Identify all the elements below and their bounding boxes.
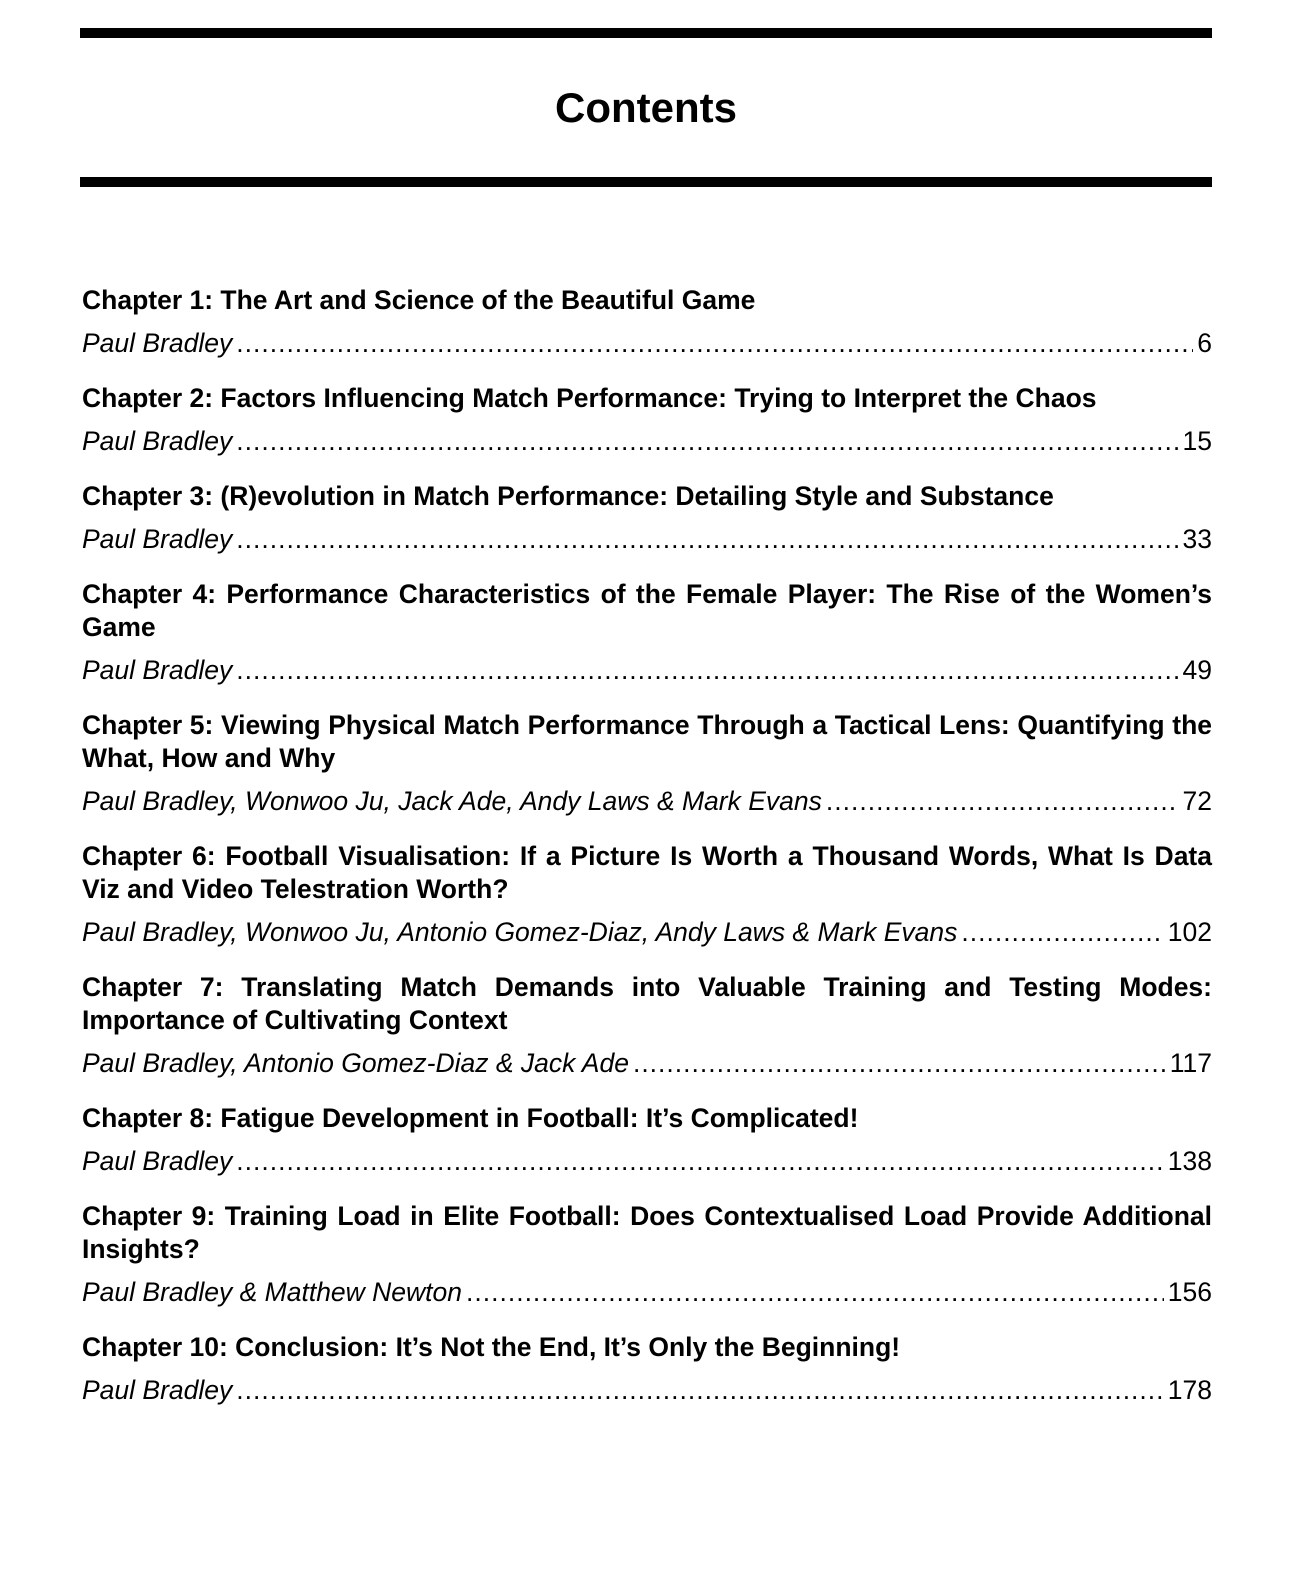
toc-entry-chapter-3[interactable] (82, 480, 1212, 556)
toc-entry-chapter-4[interactable] (82, 578, 1212, 687)
page-number: 72 (1182, 786, 1212, 816)
chapter-authors: Paul Bradley (82, 1375, 233, 1405)
chapter-authors: Paul Bradley (82, 328, 233, 358)
toc-entry-chapter-9[interactable] (82, 1200, 1212, 1309)
dot-leader (633, 1047, 1166, 1080)
author-line (82, 1374, 1212, 1407)
author-line (82, 425, 1212, 458)
bottom-rule (80, 177, 1212, 187)
dot-leader (236, 327, 1193, 360)
chapter-authors: Paul Bradley, Antonio Gomez-Diaz & Jack Ade (82, 1048, 629, 1078)
toc-entry-chapter-5[interactable] (82, 709, 1212, 818)
author-line (82, 523, 1212, 556)
dot-leader (961, 916, 1163, 949)
page-number: 178 (1167, 1375, 1212, 1405)
chapter-title: Chapter 1: The Art and Science of the Beautiful Game (82, 285, 756, 315)
dot-leader (826, 785, 1179, 818)
chapter-authors: Paul Bradley (82, 1146, 233, 1176)
page-number: 6 (1197, 328, 1212, 358)
chapter-authors: Paul Bradley, Wonwoo Ju, Antonio Gomez-Diaz, Andy Laws & Mark Evans (82, 917, 958, 947)
toc-entry-chapter-2[interactable] (82, 382, 1212, 458)
author-line (82, 654, 1212, 687)
chapter-authors: Paul Bradley, Wonwoo Ju, Jack Ade, Andy Laws & Mark Evans (82, 786, 822, 816)
chapter-title: Chapter 7: Translating Match Demands into Valuable Training and Testing Modes: Importance of Cultivating Context (82, 972, 1212, 1035)
dot-leader (236, 523, 1178, 556)
chapter-title: Chapter 6: Football Visualisation: If a Picture Is Worth a Thousand Words, What Is Data Viz and Video Telestration Worth? (82, 841, 1212, 904)
toc-entry-chapter-1[interactable] (82, 284, 1212, 360)
author-line (82, 1276, 1212, 1309)
chapter-title: Chapter 5: Viewing Physical Match Performance Through a Tactical Lens: Quantifying the What, How and Why (82, 710, 1212, 773)
toc-entry-chapter-6[interactable] (82, 840, 1212, 949)
chapter-authors: Paul Bradley (82, 524, 233, 554)
chapter-title: Chapter 8: Fatigue Development in Football: It’s Complicated! (82, 1103, 859, 1133)
chapter-authors: Paul Bradley (82, 655, 233, 685)
page-number: 15 (1182, 426, 1212, 456)
chapter-title: Chapter 2: Factors Influencing Match Performance: Trying to Interpret the Chaos (82, 383, 1097, 413)
author-line (82, 1047, 1212, 1080)
author-line (82, 327, 1212, 360)
chapter-authors: Paul Bradley & Matthew Newton (82, 1277, 463, 1307)
chapter-title: Chapter 4: Performance Characteristics of the Female Player: The Rise of the Women’s Game (82, 579, 1212, 642)
author-line (82, 785, 1212, 818)
chapter-authors: Paul Bradley (82, 426, 233, 456)
chapter-title: Chapter 9: Training Load in Elite Football: Does Contextualised Load Provide Additional Insights? (82, 1201, 1212, 1264)
dot-leader (466, 1276, 1164, 1309)
chapter-title: Chapter 10: Conclusion: It’s Not the End, It’s Only the Beginning! (82, 1332, 901, 1362)
toc-entry-chapter-8[interactable] (82, 1102, 1212, 1178)
top-rule (80, 28, 1212, 38)
author-line (82, 1145, 1212, 1178)
page-number: 102 (1167, 917, 1212, 947)
page-number: 138 (1167, 1146, 1212, 1176)
toc-entry-chapter-10[interactable] (82, 1331, 1212, 1407)
chapter-title: Chapter 3: (R)evolution in Match Performance: Detailing Style and Substance (82, 481, 1054, 511)
dot-leader (236, 1374, 1164, 1407)
page-number: 49 (1182, 655, 1212, 685)
dot-leader (236, 1145, 1164, 1178)
page-number: 117 (1169, 1048, 1212, 1078)
author-line (82, 916, 1212, 949)
toc-entry-chapter-7[interactable] (82, 971, 1212, 1080)
dot-leader (236, 425, 1178, 458)
table-of-contents (82, 284, 1212, 1407)
dot-leader (236, 654, 1178, 687)
page-number: 156 (1167, 1277, 1212, 1307)
page-number: 33 (1182, 524, 1212, 554)
page-title: Contents (555, 84, 737, 131)
